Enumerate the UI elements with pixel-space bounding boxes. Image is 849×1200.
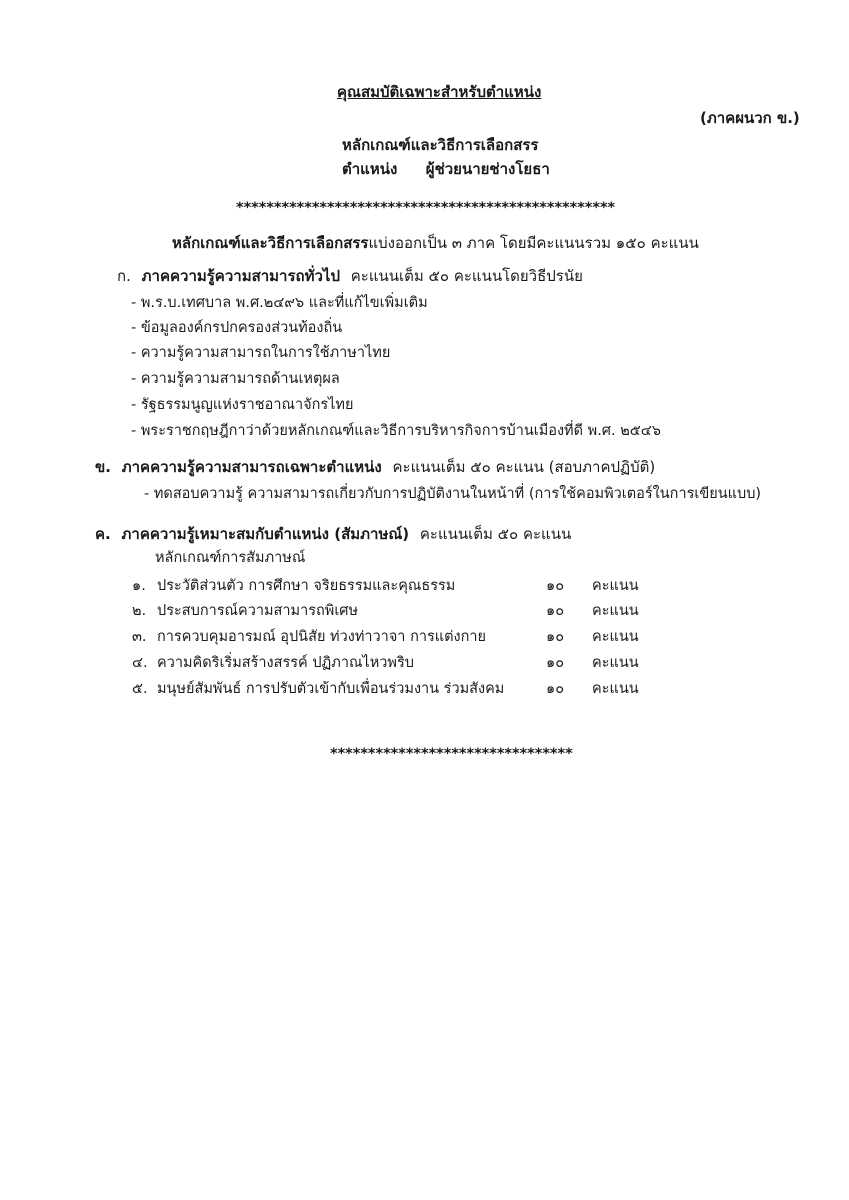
section-b-score: คะแนนเต็ม ๕๐ คะแนน (สอบภาคปฏิบัติ) <box>392 458 656 476</box>
intro-rest: แบ่งออกเป็น ๓ ภาค โดยมีคะแนนรวม ๑๕๐ คะแนน <box>368 234 699 252</box>
criteria-points: ๑๐ <box>546 681 565 697</box>
criteria-unit: คะแนน <box>592 655 639 671</box>
position-label: ตำแหน่ง <box>342 160 398 178</box>
criteria-text: ประสบการณ์ความสามารถพิเศษ <box>157 603 359 619</box>
section-a-item: - ข้อมูลองค์กรปกครองส่วนท้องถิ่น <box>131 320 343 336</box>
position-heading <box>342 159 550 179</box>
section-a-heading <box>117 266 583 286</box>
criteria-text: ประวัติส่วนตัว การศึกษา จริยธรรมและคุณธรรม <box>157 578 456 594</box>
section-a-item: - ความรู้ความสามารถด้านเหตุผล <box>131 371 340 387</box>
criteria-points: ๑๐ <box>546 603 565 619</box>
section-c-title: ภาคความรู้เหมาะสมกับตำแหน่ง (สัมภาษณ์) <box>121 525 410 543</box>
page-title: คุณสมบัติเฉพาะสำหรับตำแหน่ง <box>337 83 542 101</box>
section-a-score: คะแนนเต็ม ๕๐ คะแนนโดยวิธีปรนัย <box>350 267 583 285</box>
section-a-title: ภาคความรู้ความสามารถทั่วไป <box>141 267 340 285</box>
position-name: ผู้ช่วยนายช่างโยธา <box>425 160 550 178</box>
criteria-unit: คะแนน <box>592 681 639 697</box>
criteria-heading: หลักเกณฑ์การสัมภาษณ์ <box>155 550 306 566</box>
section-a-item: - พระราชกฤษฎีกาว่าด้วยหลักเกณฑ์และวิธีการบริหารกิจการบ้านเมืองที่ดี พ.ศ. ๒๕๔๖ <box>131 423 661 439</box>
criteria-points: ๑๐ <box>546 655 565 671</box>
criteria-points: ๑๐ <box>546 629 565 645</box>
section-c-heading <box>95 524 571 544</box>
criteria-unit: คะแนน <box>592 578 639 594</box>
criteria-number: ๑. <box>132 578 146 594</box>
section-b-item: - ทดสอบความรู้ ความสามารถเกี่ยวกับการปฏิบัติงานในหน้าที่ (การใช้คอมพิวเตอร์ในการเขียนแบบ) <box>144 486 762 502</box>
intro-bold: หลักเกณฑ์และวิธีการเลือกสรร <box>172 234 369 252</box>
criteria-unit: คะแนน <box>592 603 639 619</box>
page-subtitle: หลักเกณฑ์และวิธีการเลือกสรร <box>342 136 539 154</box>
section-b-title: ภาคความรู้ความสามารถเฉพาะตำแหน่ง <box>121 458 382 476</box>
criteria-text: มนุษย์สัมพันธ์ การปรับตัวเข้ากับเพื่อนร่วมงาน ร่วมสังคม <box>157 681 505 697</box>
divider-stars-bottom: ******************************** <box>330 746 573 762</box>
section-c-score: คะแนนเต็ม ๕๐ คะแนน <box>419 525 572 543</box>
criteria-text: การควบคุมอารมณ์ อุปนิสัย ท่วงท่าวาจา การแต่งกาย <box>157 629 487 645</box>
section-a-item: - พ.ร.บ.เทศบาล พ.ศ.๒๔๙๖ และที่แก้ไขเพิ่มเติม <box>131 295 428 311</box>
criteria-number: ๓. <box>132 629 147 645</box>
section-b-heading <box>95 457 655 477</box>
divider-stars-top: ************************************************** <box>236 200 616 216</box>
criteria-number: ๒. <box>132 603 147 619</box>
section-a-marker: ก. <box>117 267 131 285</box>
section-c-marker: ค. <box>95 525 111 543</box>
criteria-text: ความคิดริเริ่มสร้างสรรค์ ปฏิภาณไหวพริบ <box>157 655 414 671</box>
criteria-points: ๑๐ <box>546 578 565 594</box>
intro-line <box>172 233 699 253</box>
criteria-unit: คะแนน <box>592 629 639 645</box>
section-a-item: - ความรู้ความสามารถในการใช้ภาษาไทย <box>131 345 391 361</box>
appendix-label: (ภาคผนวก ข.) <box>700 109 800 127</box>
criteria-number: ๕. <box>132 681 148 697</box>
section-a-item: - รัฐธรรมนูญแห่งราชอาณาจักรไทย <box>131 397 354 413</box>
criteria-number: ๔. <box>132 655 148 671</box>
section-b-marker: ข. <box>95 458 111 476</box>
